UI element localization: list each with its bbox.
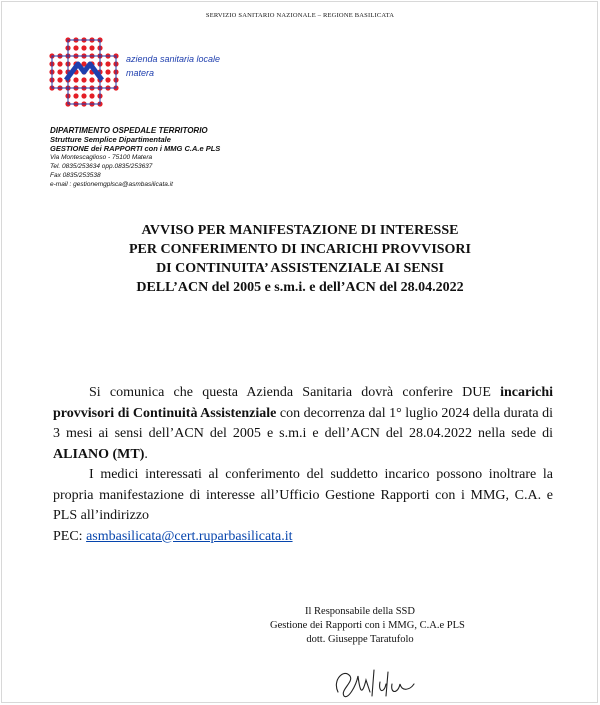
org-name	[126, 52, 220, 80]
logo-dot	[89, 45, 94, 50]
department-tel: Tel. 0835/253634 opp.0835/253637	[50, 163, 153, 170]
department-unit: Strutture Semplice Dipartimentale	[50, 135, 171, 144]
department-address: Via Montescaglioso - 75100 Matera	[50, 154, 153, 161]
p1-bold-1: incarichi provvisori di Continuità Assistenziale	[53, 385, 553, 421]
department-email: e-mail : gestionemgplsca@asmbasilicata.it	[50, 181, 173, 188]
org-name-line1: azienda sanitaria locale	[126, 54, 221, 64]
pec-label: PEC:	[53, 528, 87, 544]
asl-logo	[48, 36, 120, 108]
logo-dot	[105, 69, 110, 74]
pec-line	[53, 527, 553, 548]
logo-dot	[73, 77, 78, 82]
logo-dot	[89, 93, 94, 98]
department-name: DIPARTIMENTO OSPEDALE TERRITORIO	[50, 126, 208, 135]
signature-block	[270, 605, 465, 647]
signer-role: Il Responsabile della SSD	[305, 606, 415, 617]
title-line-3: DI CONTINUITA’ ASSISTENZIALE AI SENSI	[156, 261, 444, 276]
page-header: SERVIZIO SANITARIO NAZIONALE – REGIONE BASILICATA	[205, 12, 395, 19]
signer-office: Gestione dei Rapporti con i MMG, C.A.e PLS	[270, 620, 465, 631]
p1-bold-2: ALIANO (MT)	[53, 446, 145, 462]
logo-dot	[105, 77, 110, 82]
title-line-1: AVVISO PER MANIFESTAZIONE DI INTERESSE	[141, 223, 459, 238]
notice-body	[53, 383, 553, 547]
title-line-2: PER CONFERIMENTO DI INCARICHI PROVVISORI	[129, 242, 471, 257]
handwritten-signature	[330, 662, 440, 702]
department-fax: Fax 0835/253538	[50, 172, 101, 179]
notice-title	[0, 221, 600, 297]
pec-email-link[interactable]: asmbasilicata@cert.ruparbasilicata.it	[86, 528, 293, 544]
logo-dot	[89, 77, 94, 82]
logo-dot	[81, 93, 86, 98]
logo-dot	[81, 45, 86, 50]
org-name-line2: matera	[126, 68, 155, 78]
signer-name: dott. Giuseppe Taratufolo	[306, 634, 414, 645]
department-block	[50, 126, 220, 189]
logo-dot	[57, 69, 62, 74]
department-office: GESTIONE dei RAPPORTI con i MMG C.A.e PLS	[50, 144, 221, 153]
p1-text-c: .	[144, 446, 148, 462]
p1-text-a: Si comunica che questa Azienda Sanitaria dovrà conferire DUE	[89, 385, 501, 400]
logo-dot	[57, 61, 62, 66]
logo-dot	[105, 61, 110, 66]
logo-dot	[73, 93, 78, 98]
logo-dot	[73, 45, 78, 50]
title-line-4: DELL’ACN del 2005 e s.m.i. e dell’ACN del 28.04.2022	[136, 280, 464, 295]
paragraph-2: I medici interessati al conferimento del suddetto incarico possono inoltrare la propria manifestazione di interesse all’Ufficio Gestione Rapporti con i MMG, C.A. e PLS all’indirizzo	[53, 467, 553, 523]
logo-dot	[57, 77, 62, 82]
paragraph-1	[53, 383, 553, 465]
p1-text-b: con decorrenza dal 1° luglio 2024 della durata di 3 mesi ai sensi dell’ACN del 2005 e s.m.i e dell’ACN del 28.04.2022 nella sede di	[53, 405, 553, 441]
logo-dot	[81, 77, 86, 82]
